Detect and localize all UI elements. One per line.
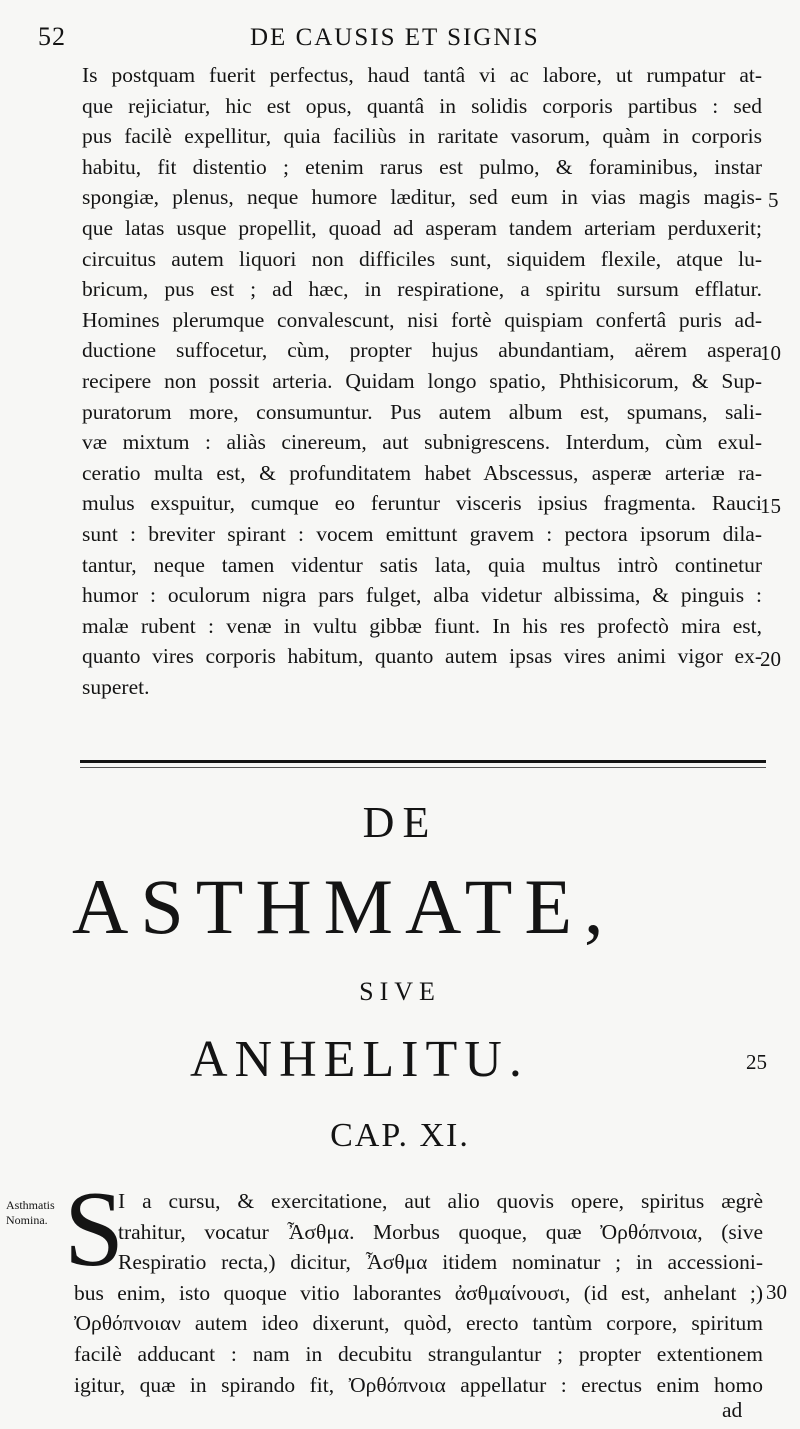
running-head: DE CAUSIS ET SIGNIS [250,24,540,51]
text-line: bus enim, isto quoque vitio laborantes ἀσθμαίνουσι, (id est, anhelant ;) [74,1280,763,1305]
text-line: I a cursu, & exercitatione, aut alio quovis opere, spiritus ægrè [118,1189,763,1213]
line-number: 30 [766,1280,787,1304]
text-line: habitu, fit distentio ; etenim rarus est pulmo, & foraminibus, instar [82,154,762,179]
text-line: circuitus autem liquori non difficiles sunt, siquidem flexile, atque lu- [82,246,762,271]
title-subtitle: ANHELITU. [190,1031,529,1088]
text-line: que latas usque propellit, quoad ad asperam tandem arteriam perduxerit; [82,215,762,240]
chapter-body [74,1278,763,1400]
text-line: ceratio multa est, & profunditatem habet Abscessus, asperæ arteriæ ra- [82,460,762,485]
text-line: pus facilè expellitur, quia faciliùs in raritate vasorum, quàm in corporis [82,124,762,149]
text-line: spongiæ, plenus, neque humore læditur, sed eum in vias magis magis- [82,185,762,210]
text-line: Homines plerumque convalescunt, nisi fortè quispiam confertâ puris ad- [82,307,762,332]
marginal-note: Asthmatis Nomina. [6,1198,55,1227]
text-line: bricum, pus est ; ad hæc, in respiratione, a spiritu sursum efflatur. [82,277,762,302]
title-main: ASTHMATE, [72,863,616,950]
chapter-heading: CAP. XI. [330,1117,470,1154]
line-number: 25 [746,1050,767,1074]
text-line: Ὀρθόπνοιαν autem ideo dixerunt, quòd, erecto tantùm corpore, spiritum [74,1311,763,1336]
text-line: ductione suffocetur, cùm, propter hujus abundantiam, aërem aspera [82,338,762,363]
catchword: ad [722,1398,743,1422]
text-line: superet. [82,674,150,699]
chapter-opening [118,1186,763,1278]
text-line: igitur, quæ in spirando fit, Ὀρθόπνοια appellatur : erectus enim homo [74,1372,763,1397]
section-divider-thin [80,767,766,768]
text-line: sunt : breviter spirant : vocem emittunt gravem : pectora ipsorum dila- [82,521,762,546]
text-line: puratorum more, consumuntur. Pus autem album est, spumans, sali- [82,399,762,424]
text-line: trahitur, vocatur Ἆσθμα. Morbus quoque, quæ Ὀρθόπνοια, (sive [118,1219,763,1244]
text-line: humor : oculorum nigra pars fulget, alba videtur albissima, & pinguis : [82,583,762,608]
text-line: facilè adducant : nam in decubitu strangulantur ; propter extentionem [74,1341,763,1366]
text-line: Respiratio recta,) dicitur, Ἆσθμα itidem nominatur ; in accessioni- [118,1250,763,1275]
line-number: 5 [768,188,779,212]
title-de: DE [362,798,438,847]
page-number: 52 [38,22,66,51]
line-number: 15 [760,494,781,518]
section-divider [80,760,766,763]
text-line: mulus exspuitur, cumque eo feruntur visceris ipsius fragmenta. Rauci [82,491,762,516]
text-line: tantur, neque tamen videntur satis lata, quia multus intrò continetur [82,552,762,577]
text-line: quanto vires corporis habitum, quanto autem ipsas vires animi vigor ex- [82,644,762,669]
text-line: que rejiciatur, hic est opus, quantâ in solidis corporis partibus : sed [82,93,762,118]
line-number: 10 [760,341,781,365]
title-sive: SIVE [359,977,441,1006]
text-line: Is postquam fuerit perfectus, haud tantâ vi ac labore, ut rumpatur at- [82,63,762,87]
line-number: 20 [760,647,781,671]
text-line: recipere non possit arteria. Quidam longo spatio, Phthisicorum, & Sup- [82,368,762,393]
text-line: væ mixtum : aliàs cinereum, aut subnigrescens. Interdum, cùm exul- [82,430,762,455]
top-paragraph [82,60,762,702]
text-line: malæ rubent : venæ in vultu gibbæ fiunt. In his res profectò mira est, [82,613,762,638]
drop-cap: S [64,1170,125,1289]
